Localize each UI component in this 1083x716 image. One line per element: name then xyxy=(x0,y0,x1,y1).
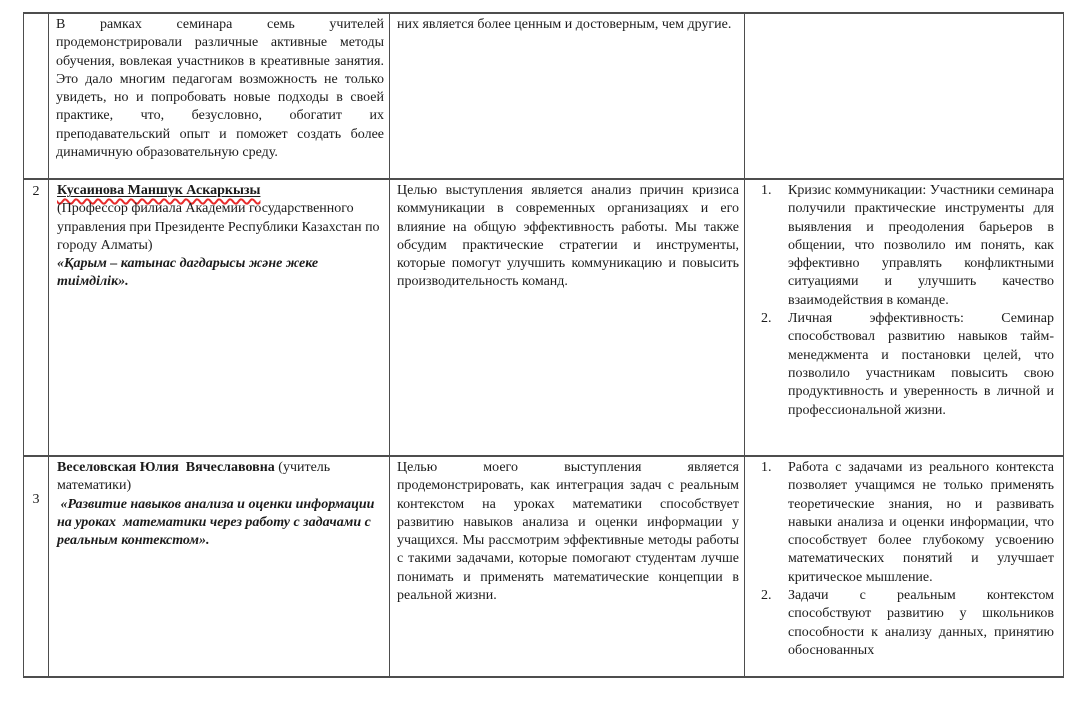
outcome-text: Задачи с реальным контекстом способствуют развитию у школьников способности к анализу данных, принятию обоснованных xyxy=(788,588,1054,658)
speaker-cell-continuation: В рамках семинара семь учителей продемонстрировали различные активные методы обучения, вовлекая участников в креативные занятия. Это дало многим педагогам возможность не только увидеть, но и попробовать новые подходы в своей практике, что, безусловно, обогатит их преподавательский опыт и поможет создать более динамичную образовательную среду. xyxy=(49,14,390,180)
outcomes-cell xyxy=(745,457,1064,678)
goal-cell-continuation: них является более ценным и достоверным, чем другие. xyxy=(390,14,745,180)
outcome-number: 2. xyxy=(761,311,772,327)
outcome-number: 2. xyxy=(761,588,772,604)
outcomes-cell-continuation xyxy=(745,14,1064,180)
spellcheck-underline xyxy=(57,183,260,198)
speaker-affiliation: (учитель математики) xyxy=(57,460,331,494)
speaker-topic: «Развитие навыков анализа и оценки информации на уроках математики через работу с задачами с реальным контекстом». xyxy=(57,496,378,549)
speaker-name-line xyxy=(57,182,383,200)
outcome-item xyxy=(759,182,1054,310)
speaker-name-line xyxy=(57,459,383,496)
outcome-item xyxy=(759,459,1054,587)
speaker-topic: «Қарым – катынас дагдарысы және жеке тиімділік». xyxy=(57,256,322,290)
outcome-item xyxy=(759,587,1054,660)
seminar-speakers-table xyxy=(23,12,1064,678)
outcome-text: Личная эффективность: Семинар способствовал развитию навыков тайм-менеджмента и постановки целей, что позволило участникам повысить свою продуктивность и уверенность в личной и профессиональной жизни. xyxy=(788,311,1054,418)
speaker-name: Веселовская Юлия Вячеславовна xyxy=(57,460,275,475)
row-number-cell: 3 xyxy=(24,457,49,678)
outcome-text: Работа с задачами из реального контекста позволяет учащимся не только применять теоретические знания, но и развивать навыки анализа и оценки информации, что способствует более глубокому усвоению математических понятий и улучшает критическое мышление. xyxy=(788,460,1054,585)
goal-cell: Целью выступления является анализ причин кризиса коммуникации в современных организациях и его влияние на общую эффективность работы. Мы также обсудим практические стратегии и инструменты, которые помогут улучшить коммуникацию и повысить производительность команд. xyxy=(390,180,745,457)
speaker-cell xyxy=(49,180,390,457)
outcomes-cell xyxy=(745,180,1064,457)
speaker-cell xyxy=(49,457,390,678)
speaker-affiliation: (Профессор филиала Академии государственного управления при Президенте Республики Казахстан по городу Алматы) xyxy=(57,201,380,253)
row-number-cell: 2 xyxy=(24,180,49,457)
speaker-name: Кусаинова Маншук Аскаркызы xyxy=(57,183,261,198)
outcome-number: 1. xyxy=(761,460,772,475)
outcome-number: 1. xyxy=(761,183,772,198)
row-number-cell xyxy=(24,14,49,180)
outcome-text: Кризис коммуникации: Участники семинара получили практические инструменты для выявления и преодоления барьеров в общении, что позволило им понять, как эффективно управлять конфликтными ситуациями и улучшить качество взаимодействия в команде. xyxy=(788,183,1054,308)
outcome-item xyxy=(759,310,1054,420)
goal-cell: Целью моего выступления является продемонстрировать, как интеграция задач с реальным контекстом на уроках математики способствует развитию навыков анализа и оценки информации у учащихся. Мы рассмотрим эффективные методы работы с такими задачами, которые помогают студентам лучше понимать и применять математические концепции в реальной жизни. xyxy=(390,457,745,678)
